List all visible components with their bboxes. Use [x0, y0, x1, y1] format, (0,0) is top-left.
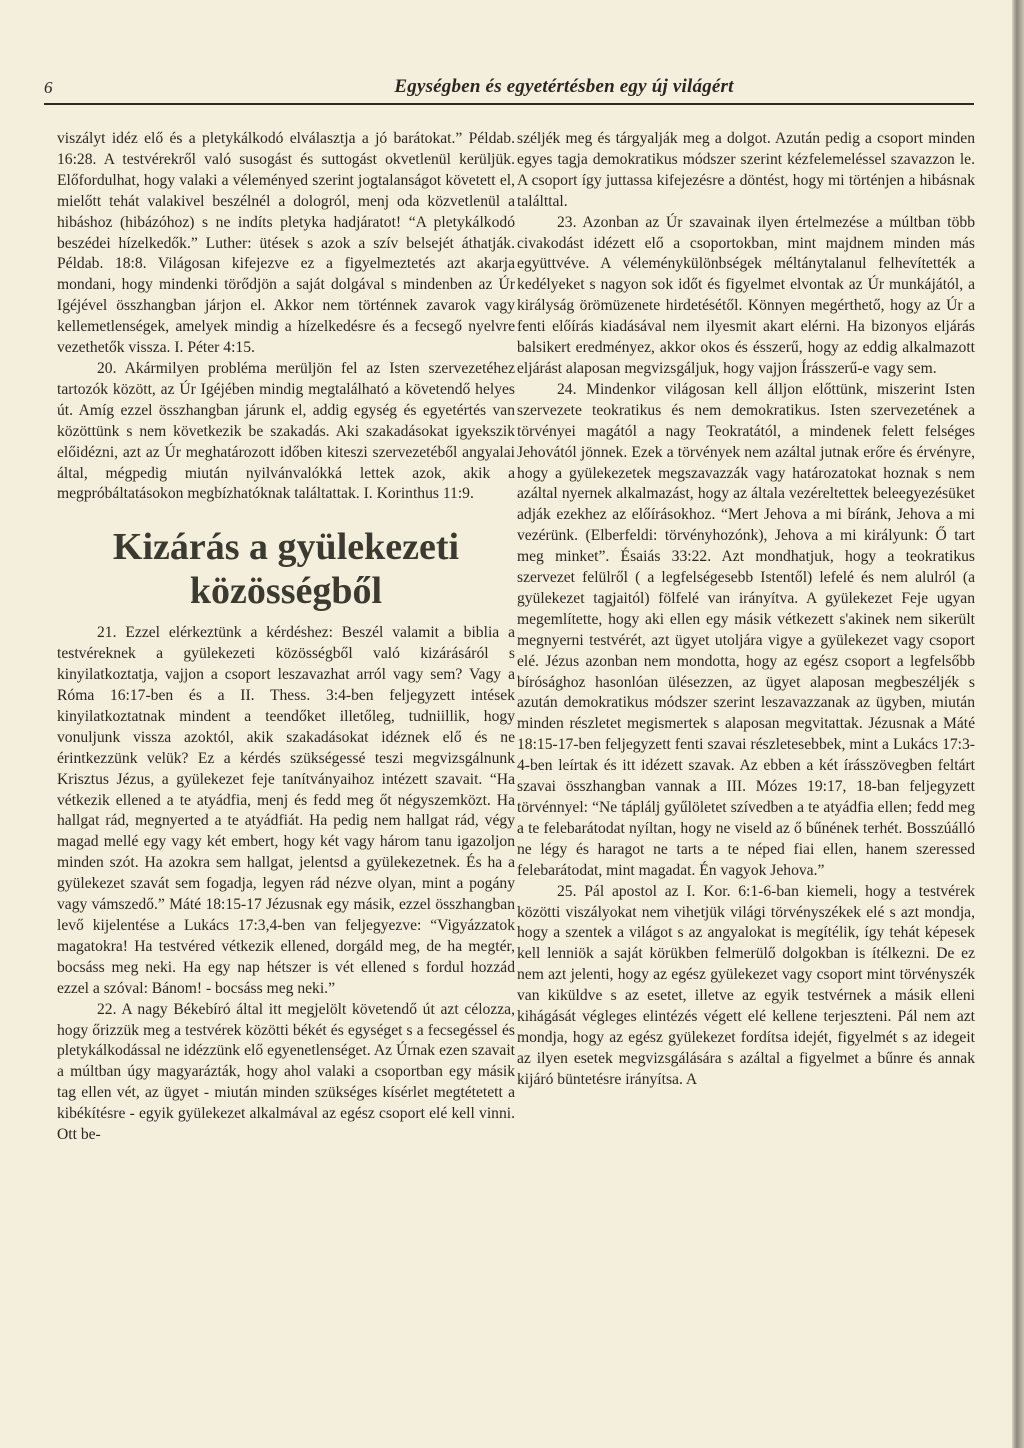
- page-header: [44, 76, 974, 102]
- left-column: [57, 129, 515, 1146]
- section-title: Kizárás a gyülekezeti közösségből: [112, 526, 460, 613]
- paragraph-continued: széljék meg és tárgyalják meg a dolgot. Azután pedig a csoport minden egyes tagja demokratikus módszer szerint kézfelemeléssel szavazzon le. A csoport így juttassa kifejezésre a döntést, hogy mi történjen a hibásnak találttal.: [517, 130, 975, 210]
- page-binding-edge: [1012, 0, 1024, 1448]
- paragraph-continued: viszályt idéz elő és a pletykálkodó elválasztja a jó barátokat.” Példab. 16:28. A testvérekről való susogást és suttogást okvetlenül kerüljük. Előfordulhat, hogy valaki a véleményed szerint jogtalanságot követett el, mielőtt tehát valakivel beszélnél a dologról, menj oda közvetlenül a hibáshoz (hibázóhoz) s ne indíts pletyka hadjáratot! “A pletykálkodó beszédei hízelkedők.” Luther: ütések s azok a szív belsejét áthatják. Példab. 18:8. Világosan kifejezve ez a figyelmeztetés azt akarja mondani, hogy mindenki törődjön a saját dolgával s mindenben az Úr Igéjével összhangban járjon el. Akkor nem történnek zavarok vagy kellemetlenségek, amelyek mindig a hízelkedésre és a fecsegő nyelvre vezethetők vissza. I. Péter 4:15.: [57, 130, 515, 357]
- running-title: Egységben és egyetértésben egy új világért: [394, 76, 734, 97]
- paragraph-24: 24. Mindenkor világosan kell álljon előttünk, miszerint Isten szervezete teokratikus és nem demokratikus. Isten szervezetének a törvényei magától a nagy Teokratától, a mindenek felett felséges Jehovától jönnek. Ezek a törvények nem azáltal jutnak erőre és érvényre, hogy a gyülekezetek megszavazzák vagy határozatokat hoznak s nem azáltal nyernek alkalmazást, hogy az általa vezéreltettek beleegyezésüket adják ezekhez az előírásokhoz. “Mert Jehova a mi bíránk, Jehova a mi vezérünk. (Elberfeldi: törvényhozónk), Jehova a mi királyunk: Ő tart meg minket”. Ésaiás 33:22. Azt mondhatjuk, hogy a teokratikus szervezet felülről ( a legfelségesebb Istentől) lefelé és nem alulról (a gyülekezet tagjaitól) fölfelé van irányítva. A gyülekezet Feje ugyan megemlítette, hogy aki ellen egy másik vétkezett s'akinek nem sikerült megnyerni testvérét, azt ügyet utoljára vigye a gyülekezet vagy csoport elé. Jézus azonban nem mondotta, hogy az egész csoport a legfelsőbb bírósághoz hasonlóan ülésezzen, az ügyet alaposan megbeszéljék s azután demokratikus módszer szerint leszavazzanak az ügyben, miután minden részletet megismertek s alaposan megvitattak. Jézusnak a Máté 18:15-17-ben feljegyzett fenti szavai részletesebbek, mint a Lukács 17:3-4-ben leírtak és itt idézett szavak. Az ebben a két írásszövegben feltárt szavai összhangban vannak a III. Mózes 19:17, 18-ban feljegyzett törvénnyel: “Ne táplálj gyűlöletet szívedben a te atyádfia ellen; fedd meg a te felebarátodat nyíltan, hogy ne viseld az ő bűnének terhét. Bosszúálló ne légy és haragot ne tarts a te néped fiai ellen, hanem szeressed felebarátodat, mint magadat. Én vagyok Jehova.”: [517, 380, 975, 879]
- right-column: [517, 129, 975, 1091]
- paragraph-23: 23. Azonban az Úr szavainak ilyen értelmezése a múltban több civakodást idézett elő a csoportokban, mint majdnem minden más együttvéve. A véleménykülönbségek méltánytalanul felhevítették a kedélyeket s nagyon sok időt és figyelmet elvontak az Úr munkájától, a királyság örömüzenete hirdetésétől. Könnyen megérthető, hogy az Úr a fenti előírás kiadásával nem ilyesmit akart elérni. Ha bizonyos eljárás balsikert eredményez, akkor okos és ésszerű, hogy az eddig alkalmazott eljárást alaposan megvizsgáljuk, hogy vajjon Írásszerű-e vagy sem.: [517, 213, 975, 377]
- header-rule: [44, 103, 974, 105]
- paragraph-20: 20. Akármilyen probléma merüljön fel az Isten szervezetéhez tartozók között, az Úr Igéjében mindig megtalálható a követendő helyes út. Amíg ezzel összhangban járunk el, addig egység és egyetértés van közöttünk s nem következik be szakadás. Aki szakadásokat igyekszik előidézni, azt az Úr meghatározott időben kiteszi szervezetéből angyalai által, mégpedig miután nyilvánvalókká lettek azok, akik a megpróbáltatásokon megbízhatóknak találtattak. I. Korinthus 11:9.: [57, 359, 515, 503]
- paragraph-22: 22. A nagy Békebíró által itt megjelölt követendő út azt célozza, hogy őrizzük meg a testvérek közötti békét és egységet s a fecsegéssel és pletykálkodással ne idézzünk elő egyenetlenséget. Az Úrnak ezen szavait a múltban úgy magyarázták, hogy ahol valaki a csoportban egy másik tag ellen vét, az ügyet - miután minden szükséges kísérlet megtétetett a kibékítésre - egyik gyülekezet alkalmával az egész csoport elé kell vinni. Ott be-: [57, 1000, 515, 1144]
- page-number: 6: [44, 78, 53, 97]
- paragraph-21: 21. Ezzel elérkeztünk a kérdéshez: Beszél valamit a biblia a testvéreknek a gyülekezeti közösségből való kizárásáról s kinyilatkoztatja, vajjon a csoport leszavazhat arról vagy sem? Vagy a Róma 16:17-ben és a II. Thess. 3:4-ben feljegyzett intések kinyilatkoztatnak mindent a teendőket illetőleg, tudniillik, hogy vonuljunk vissza azoktól, akik szakadásokat idéznek elő és ne érintkezzünk velük? Ez a kérdés szükségessé teszi megvizsgálnunk Krisztus Jézus, a gyülekezet feje tanítványaihoz intézett szavait. “Ha vétkezik ellened a te atyádfia, menj és fedd meg őt négyszemközt. Ha hallgat rád, megnyerted a te atyádfiát. Ha pedig nem hallgat rád, végy magad mellé egy vagy két embert, hogy két vagy három tanu igazoljon minden szót. Ha azokra sem hallgat, jelentsd a gyülekezetnek. És ha a gyülekezet szavát sem fogadja, legyen rád nézve olyan, mint a pogány vagy vámszedő.” Máté 18:15-17 Jézusnak egy másik, ezzel összhangban levő kijelentése a Lukács 17:3,4-ben van feljegyezve: “Vigyázzatok magatokra! Ha testvéred vétkezik ellened, dorgáld meg, de ha megtér, bocsáss meg neki. Ha egy nap hétszer is vét ellened s fordul hozzád ezzel a szóval: Bánom! - bocsáss meg neki.”: [57, 624, 515, 997]
- paragraph-25: 25. Pál apostol az I. Kor. 6:1-6-ban kiemeli, hogy a testvérek közötti viszályokat nem vihetjük világi törvényszékek elé s azt mondja, hogy a szentek a világot s az angyalokat is megítélik, így tehát képesek kell lenniök a saját körükben felmerülő dolgokban is ítélkezni. De ez nem azt jelenti, hogy az egész gyülekezet vagy csoport mint törvényszék van kiküldve s az esetet, illetve az egyik testvérnek a másik elleni kihágását végleges elintézés végett elé kellene terjeszteni. Pál nem azt mondja, hogy az egész gyülekezet fordítsa idejét, figyelmét s az idegeit az ilyen esetek megvizsgálására s azáltal a figyelmet a bűnre és annak kijáró büntetésre irányítsa. A: [517, 882, 975, 1088]
